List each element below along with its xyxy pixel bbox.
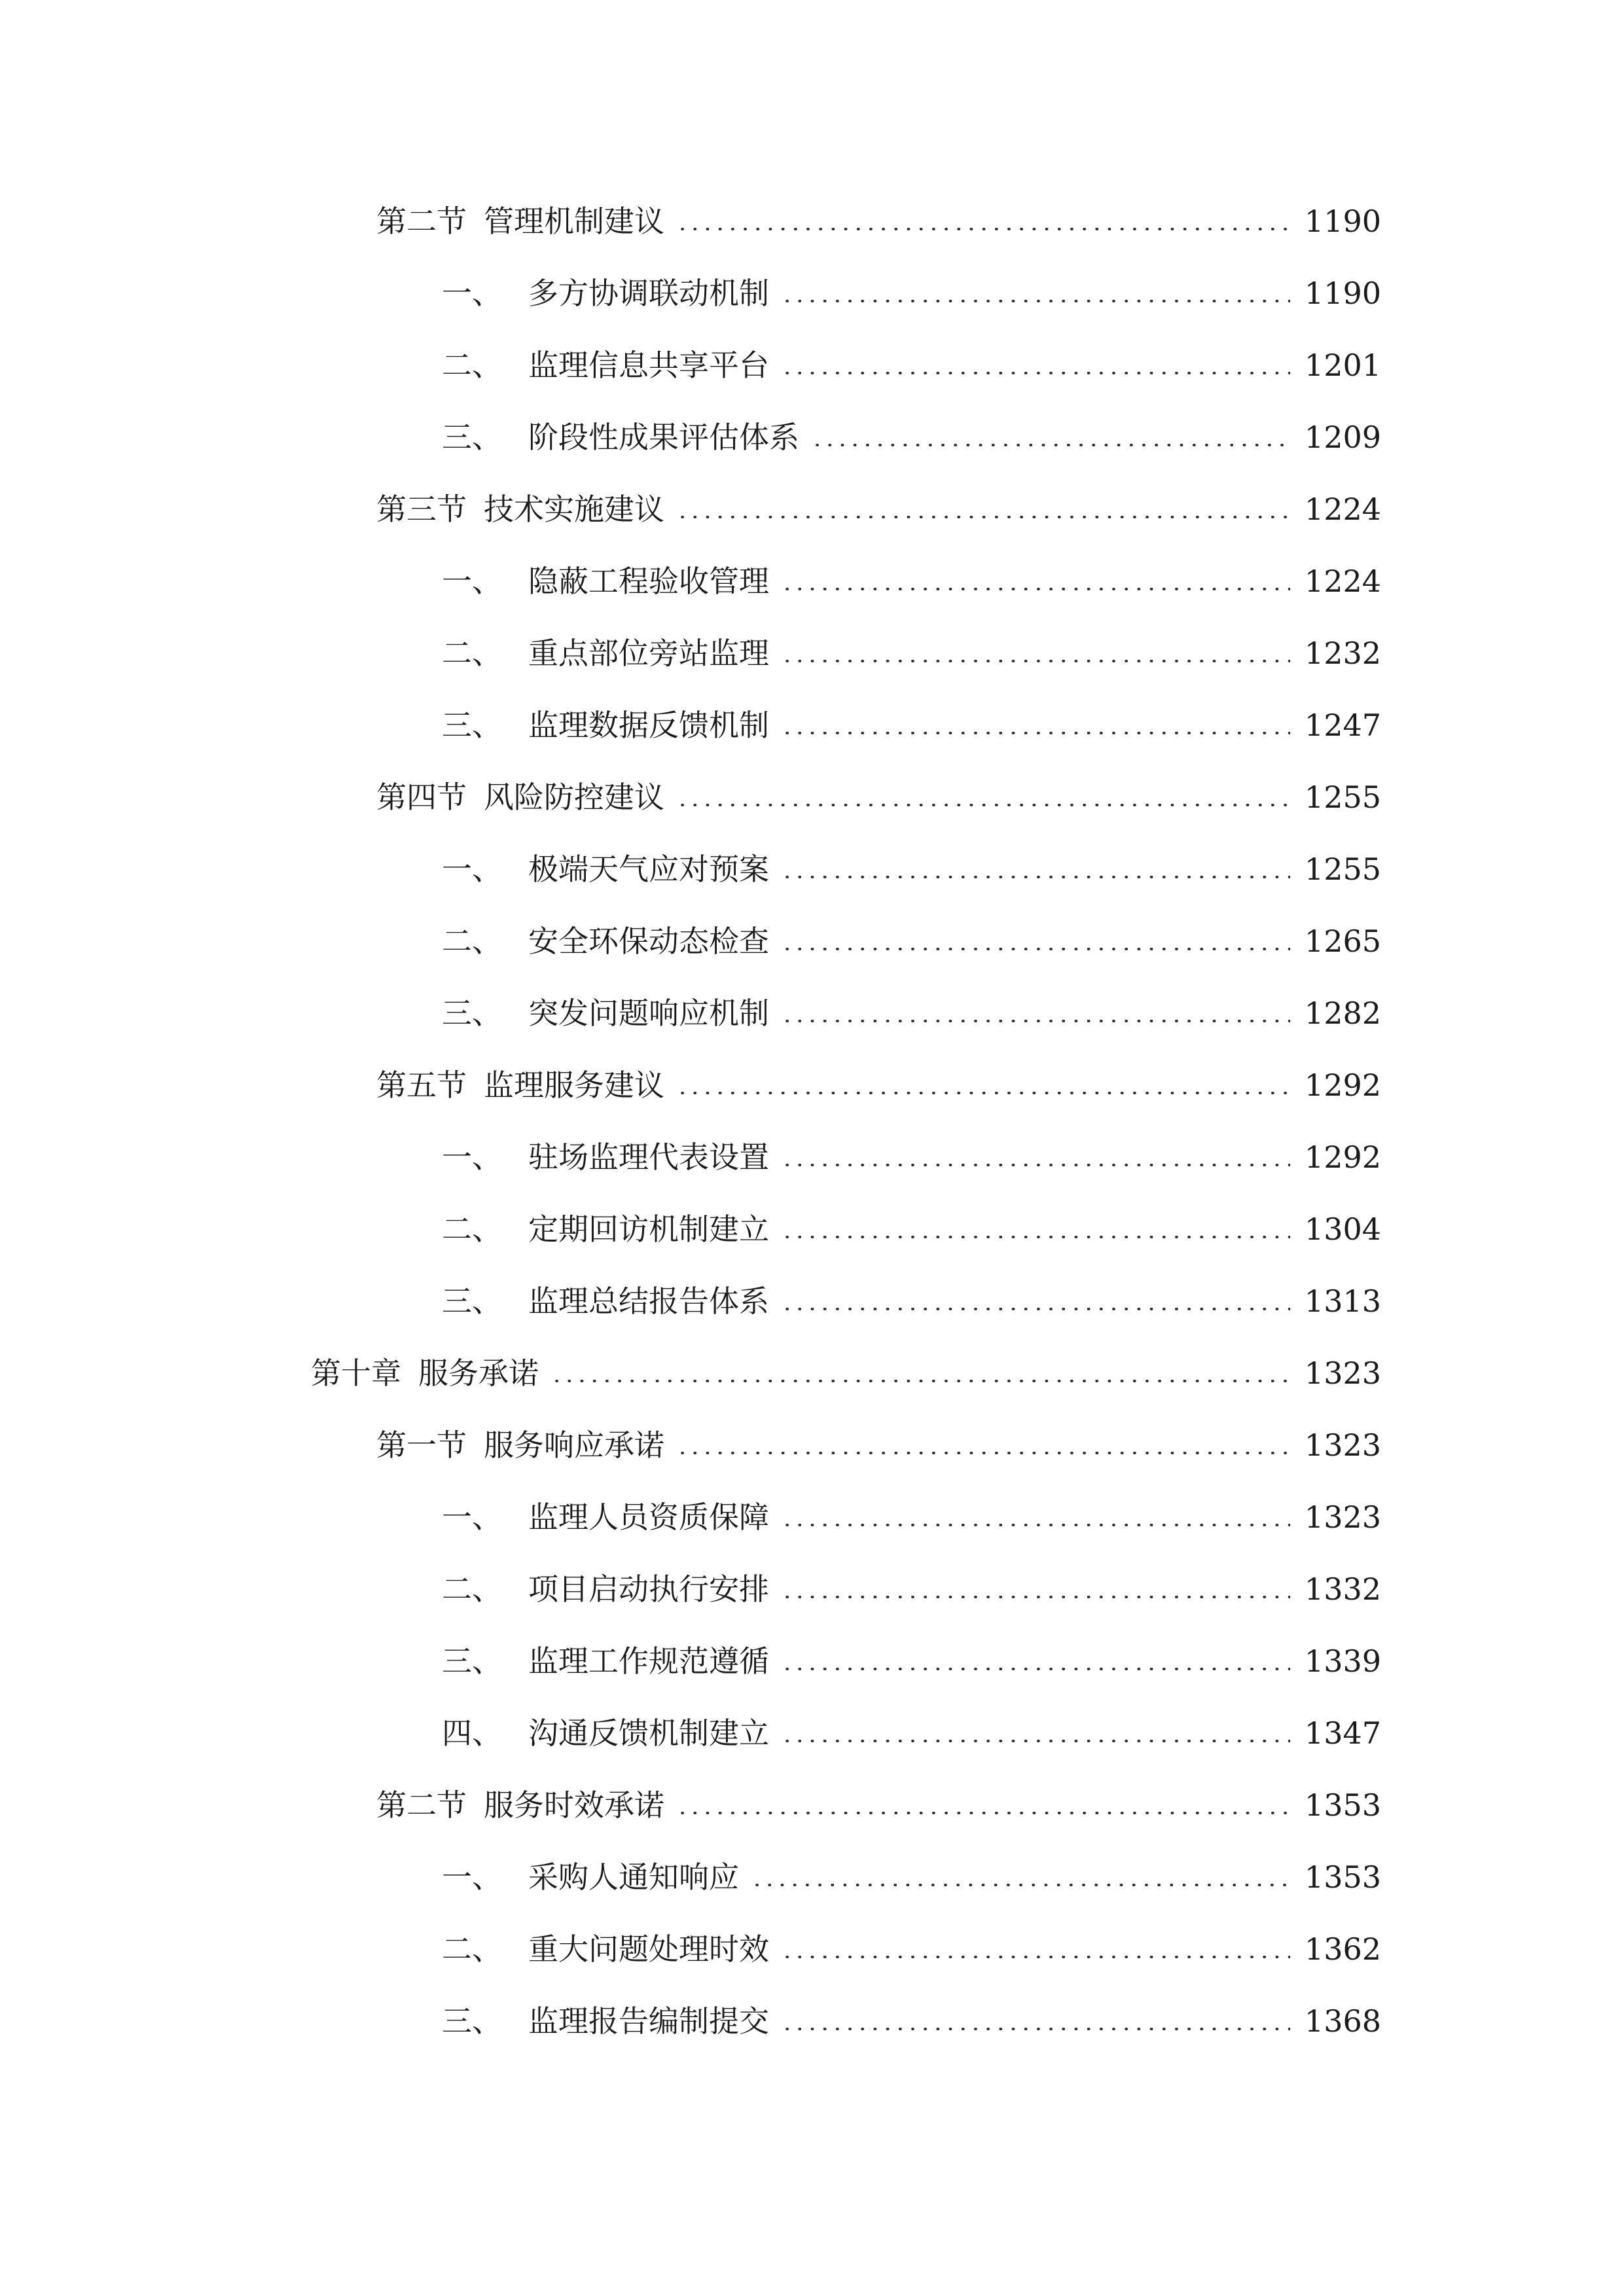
toc-entry-page: 1232	[1304, 636, 1381, 671]
toc-entry-page: 1304	[1304, 1211, 1381, 1247]
toc-entry-title: 风险防控建议	[484, 780, 664, 815]
toc-entry[interactable]	[0, 1913, 1624, 1985]
toc-entry-page: 1368	[1304, 2003, 1381, 2039]
toc-entry-page: 1353	[1304, 1787, 1381, 1823]
dot-leader	[781, 948, 1290, 950]
dot-leader	[781, 732, 1290, 734]
toc-entry-number: 二、	[442, 924, 502, 959]
toc-entry-number: 二、	[442, 636, 502, 671]
toc-entry[interactable]	[0, 1337, 1624, 1409]
toc-entry-page: 1255	[1304, 852, 1381, 887]
toc-entry-number: 一、	[442, 1139, 502, 1175]
toc-entry-page: 1292	[1304, 1067, 1381, 1103]
toc-entry-page: 1201	[1304, 348, 1381, 383]
toc-entry[interactable]	[0, 1625, 1624, 1697]
toc-entry[interactable]	[0, 1409, 1624, 1481]
dot-leader	[781, 372, 1290, 374]
toc-entry-page: 1224	[1304, 564, 1381, 599]
toc-entry-title: 服务承诺	[418, 1355, 539, 1391]
toc-entry[interactable]	[0, 1985, 1624, 2057]
toc-entry-number: 二、	[442, 348, 502, 383]
toc-entry-title: 采购人通知响应	[528, 1859, 739, 1895]
toc-entry-number: 二、	[442, 1211, 502, 1247]
toc-entry-page: 1353	[1304, 1859, 1381, 1895]
toc-entry-number: 三、	[442, 708, 502, 743]
toc-entry-title: 重点部位旁站监理	[528, 636, 769, 671]
dot-leader	[781, 1164, 1290, 1166]
dot-leader	[781, 588, 1290, 590]
toc-entry[interactable]	[0, 329, 1624, 401]
toc-entry-number: 第一节	[376, 1427, 467, 1463]
dot-leader	[781, 1020, 1290, 1022]
toc-entry[interactable]	[0, 689, 1624, 761]
toc-entry-number: 第二节	[376, 204, 467, 239]
toc-entry-page: 1190	[1304, 276, 1381, 311]
dot-leader	[676, 1452, 1290, 1454]
dot-leader	[751, 1884, 1290, 1886]
toc-entry-number: 一、	[442, 1499, 502, 1535]
toc-entry[interactable]	[0, 1769, 1624, 1841]
toc-entry[interactable]	[0, 833, 1624, 905]
toc-entry-title: 重大问题处理时效	[528, 1931, 769, 1967]
toc-entry[interactable]	[0, 1193, 1624, 1265]
toc-entry-title: 技术实施建议	[484, 492, 664, 527]
toc-entry[interactable]	[0, 1697, 1624, 1769]
toc-entry[interactable]	[0, 1481, 1624, 1553]
toc-entry-title: 阶段性成果评估体系	[528, 420, 799, 455]
table-of-contents	[0, 185, 1624, 2057]
toc-entry-title: 监理信息共享平台	[528, 348, 769, 383]
toc-entry-title: 服务时效承诺	[484, 1787, 664, 1823]
dot-leader	[676, 1092, 1290, 1094]
toc-entry-number: 二、	[442, 1571, 502, 1607]
toc-entry-number: 第三节	[376, 492, 467, 527]
dot-leader	[781, 2028, 1290, 2030]
toc-entry-title: 驻场监理代表设置	[528, 1139, 769, 1175]
toc-entry-page: 1224	[1304, 492, 1381, 527]
toc-entry-page: 1313	[1304, 1283, 1381, 1319]
dot-leader	[676, 516, 1290, 518]
toc-entry-title: 监理数据反馈机制	[528, 708, 769, 743]
toc-entry[interactable]	[0, 1265, 1624, 1337]
toc-entry-title: 服务响应承诺	[484, 1427, 664, 1463]
dot-leader	[781, 660, 1290, 662]
toc-entry[interactable]	[0, 1553, 1624, 1625]
toc-entry-title: 监理人员资质保障	[528, 1499, 769, 1535]
dot-leader	[781, 876, 1290, 878]
toc-entry[interactable]	[0, 185, 1624, 257]
toc-entry[interactable]	[0, 1049, 1624, 1121]
toc-entry-number: 第四节	[376, 780, 467, 815]
toc-entry[interactable]	[0, 545, 1624, 617]
toc-entry-number: 一、	[442, 564, 502, 599]
toc-entry-title: 定期回访机制建立	[528, 1211, 769, 1247]
toc-entry-page: 1265	[1304, 924, 1381, 959]
toc-entry-number: 第十章	[311, 1355, 401, 1391]
toc-entry-title: 安全环保动态检查	[528, 924, 769, 959]
dot-leader	[781, 1308, 1290, 1310]
toc-entry-title: 管理机制建议	[484, 204, 664, 239]
toc-entry-number: 三、	[442, 2003, 502, 2039]
toc-entry-page: 1282	[1304, 996, 1381, 1031]
dot-leader	[781, 1524, 1290, 1526]
dot-leader	[781, 300, 1290, 302]
toc-entry-page: 1247	[1304, 708, 1381, 743]
toc-entry-title: 项目启动执行安排	[528, 1571, 769, 1607]
dot-leader	[811, 444, 1290, 446]
toc-entry-number: 三、	[442, 1643, 502, 1679]
toc-entry-number: 二、	[442, 1931, 502, 1967]
toc-entry[interactable]	[0, 617, 1624, 689]
toc-entry-page: 1292	[1304, 1139, 1381, 1175]
toc-entry-page: 1323	[1304, 1427, 1381, 1463]
toc-entry-page: 1323	[1304, 1355, 1381, 1391]
toc-entry-title: 监理服务建议	[484, 1067, 664, 1103]
toc-entry-number: 一、	[442, 276, 502, 311]
toc-entry-title: 监理报告编制提交	[528, 2003, 769, 2039]
toc-entry-title: 监理工作规范遵循	[528, 1643, 769, 1679]
dot-leader	[781, 1956, 1290, 1958]
toc-entry-page: 1362	[1304, 1931, 1381, 1967]
dot-leader	[781, 1236, 1290, 1238]
dot-leader	[676, 804, 1290, 806]
toc-entry[interactable]	[0, 1841, 1624, 1913]
toc-entry-number: 第二节	[376, 1787, 467, 1823]
dot-leader	[550, 1380, 1290, 1382]
dot-leader	[781, 1596, 1290, 1598]
toc-entry-number: 三、	[442, 1283, 502, 1319]
toc-entry-number: 一、	[442, 1859, 502, 1895]
toc-entry-number: 三、	[442, 420, 502, 455]
toc-entry-page: 1347	[1304, 1715, 1381, 1751]
toc-entry[interactable]	[0, 977, 1624, 1049]
toc-entry-page: 1190	[1304, 204, 1381, 239]
toc-entry[interactable]	[0, 905, 1624, 977]
toc-entry-number: 三、	[442, 996, 502, 1031]
dot-leader	[781, 1668, 1290, 1670]
toc-entry-page: 1209	[1304, 420, 1381, 455]
toc-entry-page: 1255	[1304, 780, 1381, 815]
dot-leader	[676, 228, 1290, 230]
toc-entry-number: 四、	[442, 1715, 502, 1751]
toc-entry-title: 隐蔽工程验收管理	[528, 564, 769, 599]
toc-entry[interactable]	[0, 1121, 1624, 1193]
toc-entry-number: 第五节	[376, 1067, 467, 1103]
dot-leader	[781, 1740, 1290, 1742]
toc-entry[interactable]	[0, 401, 1624, 473]
toc-entry-title: 多方协调联动机制	[528, 276, 769, 311]
toc-entry-number: 一、	[442, 852, 502, 887]
toc-entry-page: 1332	[1304, 1571, 1381, 1607]
toc-entry-title: 极端天气应对预案	[528, 852, 769, 887]
toc-entry-page: 1339	[1304, 1643, 1381, 1679]
toc-entry-title: 突发问题响应机制	[528, 996, 769, 1031]
toc-entry[interactable]	[0, 473, 1624, 545]
toc-entry-title: 沟通反馈机制建立	[528, 1715, 769, 1751]
toc-entry-title: 监理总结报告体系	[528, 1283, 769, 1319]
toc-entry-page: 1323	[1304, 1499, 1381, 1535]
toc-entry[interactable]	[0, 761, 1624, 833]
toc-entry[interactable]	[0, 257, 1624, 329]
dot-leader	[676, 1812, 1290, 1814]
